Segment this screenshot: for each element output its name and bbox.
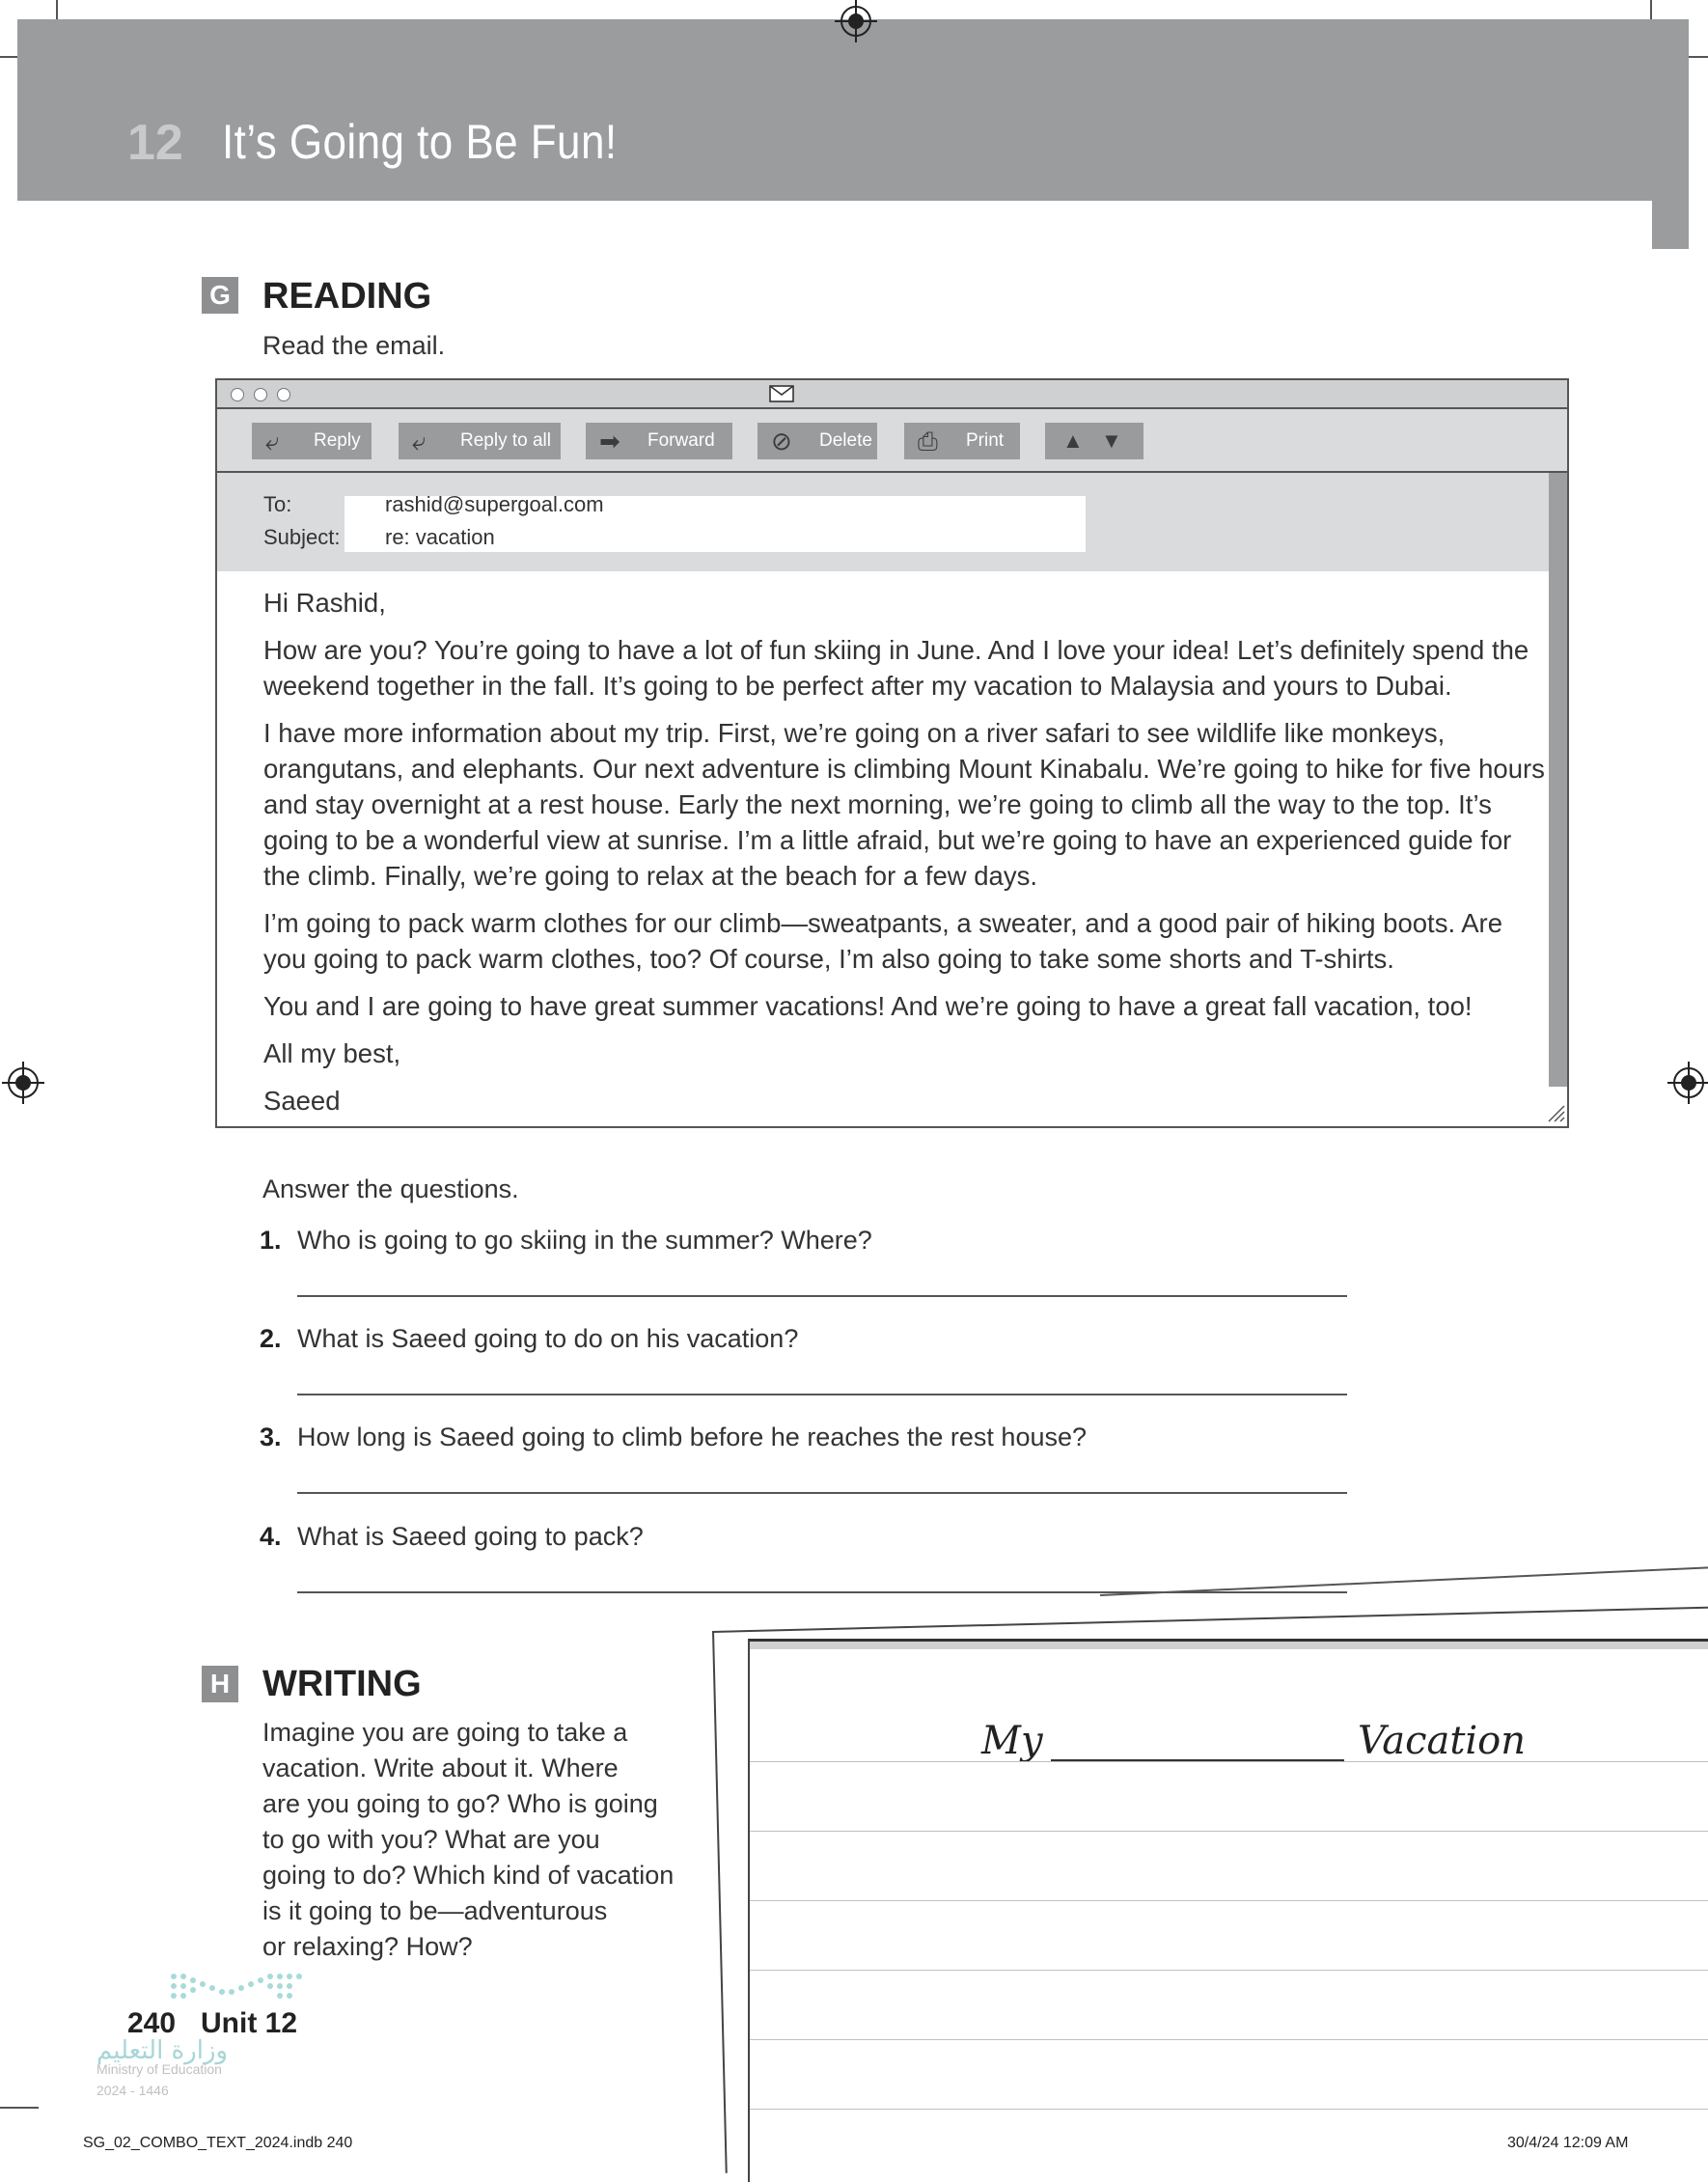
print-button[interactable]: ⎙ Print [904, 423, 1020, 459]
subject-label: Subject: [263, 525, 341, 549]
question-text: Who is going to go skiing in the summer? Where? [297, 1226, 872, 1255]
header-tab [1652, 19, 1689, 249]
email-signature: Saeed [263, 1086, 341, 1116]
prompt-line: or relaxing? How? [262, 1932, 473, 1961]
notebook-page[interactable] [748, 1639, 1708, 2182]
prompt-line: Imagine you are going to take a [262, 1718, 628, 1747]
answer-line[interactable] [297, 1295, 1347, 1297]
ministry-logo-icon [164, 1969, 318, 2007]
print-slug-file: SG_02_COMBO_TEXT_2024.indb 240 [83, 2135, 353, 2151]
window-minimize-dot[interactable] [254, 388, 267, 401]
email-body [263, 585, 1547, 1130]
prompt-line: is it going to be—adventurous [262, 1896, 608, 1925]
prompt-line: going to do? Which kind of vacation [262, 1861, 675, 1890]
down-arrow-icon[interactable]: ▼ [1101, 428, 1122, 453]
up-arrow-icon[interactable]: ▲ [1062, 428, 1084, 453]
crop-mark [0, 2107, 39, 2109]
subject-input[interactable]: re: vacation [385, 525, 495, 549]
registration-mark-icon [1673, 1067, 1704, 1098]
email-window [215, 378, 1569, 1128]
printer-icon: ⎙ [918, 427, 938, 456]
email-paragraph: You and I are going to have great summer vacations! And we’re going to have a great fall vacation, too! [263, 991, 1473, 1021]
question-text: What is Saeed going to do on his vacation? [297, 1324, 799, 1353]
forward-arrow-icon: ➡ [599, 427, 620, 456]
footer-unit-label: Unit 12 [201, 2007, 298, 2039]
ministry-year: 2024 - 1446 [96, 2083, 169, 2098]
forward-button[interactable]: ➡ Forward [586, 423, 732, 459]
registration-mark-icon [8, 1067, 39, 1098]
navigate-buttons[interactable] [1045, 423, 1143, 459]
question-text: What is Saeed going to pack? [297, 1522, 644, 1551]
question-number: 2. [260, 1324, 282, 1353]
print-slug-date: 30/4/24 12:09 AM [1507, 2135, 1629, 2151]
reading-instruction: Read the email. [262, 331, 446, 360]
email-paragraph: I have more information about my trip. First, we’re going on a river safari to see wildlife like monkeys, orangutans, and elephants. Our next adventure is climbing Mount Kinabalu. We’re going to hike for five hours and stay overnight at a rest house. Early the next morning, we’re going to climb all the way to the top. It’s going to be a wonderful view at sunrise. I’m a little afraid, but we’re going to have an experienced guide for the climb. Finally, we’re going to relax at the beach for a few days. [263, 718, 1545, 891]
writing-title: WRITING [262, 1664, 422, 1704]
questions-intro: Answer the questions. [262, 1174, 519, 1203]
window-close-dot[interactable] [231, 388, 244, 401]
envelope-icon [769, 385, 794, 402]
prompt-line: are you going to go? Who is going [262, 1789, 658, 1818]
unit-title: It’s Going to Be Fun! [222, 115, 618, 169]
email-paragraph: How are you? You’re going to have a lot of fun skiing in June. And I love your idea! Let’s definitely spend the weekend together in the fall. It’s going to be perfect after my vacation to Malaysia and yours to Dubai. [263, 635, 1529, 701]
email-scrollbar[interactable] [1549, 473, 1567, 1087]
ministry-english-name: Ministry of Education [96, 2061, 222, 2077]
question-number: 4. [260, 1522, 282, 1551]
notebook-rule[interactable] [750, 2109, 1708, 2110]
notebook-rule[interactable] [750, 1970, 1708, 1971]
email-header-fields [217, 473, 1549, 571]
to-label: To: [263, 492, 292, 516]
to-input[interactable]: rashid@supergoal.com [385, 492, 604, 516]
prompt-line: to go with you? What are you [262, 1825, 600, 1854]
notebook-title-my: My [981, 1719, 1043, 1763]
notebook-rule [750, 1761, 1708, 1762]
section-letter-h: H [202, 1666, 238, 1702]
reading-title: READING [262, 276, 432, 317]
notebook-rule[interactable] [750, 1900, 1708, 1901]
unit-number: 12 [127, 115, 183, 171]
reply-icon: ⤶ [265, 427, 280, 456]
reply-all-button[interactable]: ⤶ Reply to all [399, 423, 561, 459]
notebook-rule[interactable] [750, 1831, 1708, 1832]
window-zoom-dot[interactable] [277, 388, 290, 401]
notebook-edge [1100, 1566, 1708, 1596]
unit-header-band [17, 19, 1689, 201]
question-text: How long is Saeed going to climb before he reaches the rest house? [297, 1422, 1088, 1451]
notebook-title-vacation: Vacation [1358, 1719, 1527, 1763]
question-number: 1. [260, 1226, 282, 1255]
email-greeting: Hi Rashid, [263, 588, 386, 618]
registration-mark-icon [840, 6, 871, 37]
section-letter-g: G [202, 277, 238, 314]
notebook-top-edge [750, 1642, 1708, 1649]
resize-grip-icon[interactable] [1547, 1094, 1566, 1123]
email-closing: All my best, [263, 1038, 401, 1068]
ministry-arabic-name: وزارة التعليم [96, 2036, 229, 2065]
delete-prohibited-icon: ⊘ [771, 427, 792, 456]
delete-button[interactable]: ⊘ Delete [758, 423, 877, 459]
prompt-line: vacation. Write about it. Where [262, 1754, 619, 1782]
email-paragraph: I’m going to pack warm clothes for our climb—sweatpants, a sweater, and a good pair of hiking boots. Are you going to pack warm clothes, too? Of course, I’m also going to take some shorts and T-shirts. [263, 908, 1503, 974]
email-titlebar [217, 380, 1567, 409]
page-number: 240 [127, 2007, 177, 2039]
question-number: 3. [260, 1422, 282, 1451]
reply-button[interactable]: ⤶ Reply [252, 423, 372, 459]
reply-all-icon: ⤶ [412, 427, 427, 456]
email-toolbar [217, 409, 1567, 473]
answer-line[interactable] [297, 1492, 1347, 1494]
notebook-rule[interactable] [750, 2039, 1708, 2040]
answer-line[interactable] [297, 1394, 1347, 1395]
writing-prompt [262, 1715, 706, 1965]
